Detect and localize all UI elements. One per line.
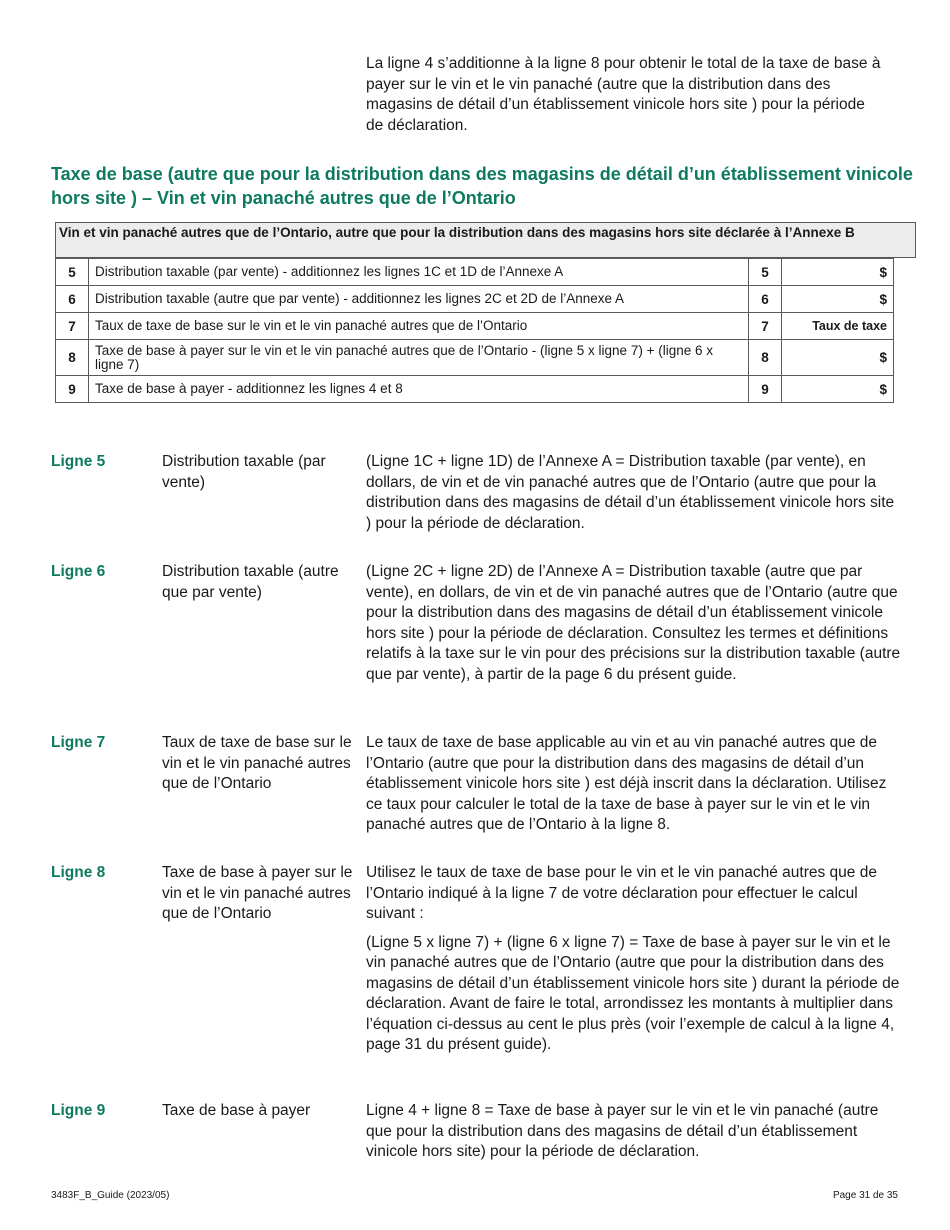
line-title: Taxe de base à payer xyxy=(162,1102,311,1119)
row-description: Taxe de base à payer - additionnez les lignes 4 et 8 xyxy=(89,376,749,403)
row-number-repeat: 5 xyxy=(749,259,782,286)
line-body xyxy=(366,863,901,1064)
tax-lines-table xyxy=(55,222,916,403)
row-number-repeat: 7 xyxy=(749,313,782,340)
line-label: Ligne 6 xyxy=(51,563,106,580)
amount-field[interactable]: $ xyxy=(782,340,894,376)
page-number: Page 31 de 35 xyxy=(832,1190,898,1201)
line-paragraph: Utilisez le taux de taxe de base pour le vin et le vin panaché autres que de l’Ontario indiqué à la ligne 7 de votre déclaration pour effectuer le calcul suivant : xyxy=(366,864,877,922)
line-title: Taxe de base à payer sur le vin et le vin panaché autres que de l’Ontario xyxy=(162,864,353,922)
line-paragraph: Le taux de taxe de base applicable au vin et au vin panaché autres que de l’Ontario (autre que pour la distribution dans des magasins de détail d’un établissement vinicole hors site ) est déjà inscrit dans la déclaration. Utilisez ce taux pour calculer le total de la taxe de base à payer sur le vin et le vin panaché autres que de l’Ontario à la ligne 8. xyxy=(366,734,887,833)
row-number-repeat: 9 xyxy=(749,376,782,403)
table-row-5 xyxy=(56,259,894,286)
form-id: 3483F_B_Guide (2023/05) xyxy=(51,1190,170,1201)
row-number: 5 xyxy=(56,259,89,286)
line-body xyxy=(366,452,901,542)
row-description: Distribution taxable (par vente) - additionnez les lignes 1C et 1D de l’Annexe A xyxy=(89,259,749,286)
row-number: 9 xyxy=(56,376,89,403)
row-number: 8 xyxy=(56,340,89,376)
line-paragraph: (Ligne 5 x ligne 7) + (ligne 6 x ligne 7) = Taxe de base à payer sur le vin et le vin panaché autres que de l’Ontario (autre que pour la distribution dans des magasins de détail d’un établissement vinicole hors site ) durant la période de déclaration. Avant de faire le total, arrondissez les montants à multiplier dans l’équation ci-dessus au cent le plus près (voir l’exemple de calcul à la ligne 4, page 31 du présent guide). xyxy=(366,933,900,1053)
line-label: Ligne 7 xyxy=(51,734,106,751)
line-paragraph: (Ligne 2C + ligne 2D) de l’Annexe A = Distribution taxable (autre que par vente), en dollars, de vin et de vin panaché autres que de l’Ontario (autre que pour la distribution dans des magasins de détail d’un établissement vinicole hors site ) pour la période de déclaration. Consultez les termes et définitions relatifs à la taxe sur le vin pour des précisions sur la distribution taxable (autre que par vente), à partir de la page 6 du présent guide. xyxy=(366,563,901,683)
table-row-6 xyxy=(56,286,894,313)
section-heading: Taxe de base (autre que pour la distribution dans des magasins de détail d’un établissement vinicole hors site ) – Vin et vin panaché autres que de l’Ontario xyxy=(51,164,913,208)
row-number: 7 xyxy=(56,313,89,340)
rate-field: Taux de taxe xyxy=(782,313,894,340)
line-title: Distribution taxable (par vente) xyxy=(162,453,326,491)
line-label: Ligne 8 xyxy=(51,864,106,881)
table-header: Vin et vin panaché autres que de l’Ontario, autre que pour la distribution dans des magasins hors site déclarée à l’Annexe B xyxy=(55,222,916,258)
line-body xyxy=(366,1101,901,1171)
line-paragraph: (Ligne 1C + ligne 1D) de l’Annexe A = Distribution taxable (par vente), en dollars, de vin et de vin panaché autres que de l’Ontario (autre que pour la distribution dans des magasins de détail d’un établissement vinicole hors site ) pour la période de déclaration. xyxy=(366,453,895,532)
row-number-repeat: 6 xyxy=(749,286,782,313)
line-title: Taux de taxe de base sur le vin et le vin panaché autres que de l’Ontario xyxy=(162,734,352,792)
table-row-9 xyxy=(56,376,894,403)
amount-field[interactable]: $ xyxy=(782,286,894,313)
line-title: Distribution taxable (autre que par vente) xyxy=(162,563,339,601)
intro-paragraph: La ligne 4 s’additionne à la ligne 8 pour obtenir le total de la taxe de base à payer sur le vin et le vin panaché (autre que la distribution dans des magasins de détail d’un établissement vinicole hors site ) pour la période de déclaration. xyxy=(366,55,881,134)
row-description: Taxe de base à payer sur le vin et le vin panaché autres que de l’Ontario - (ligne 5 x ligne 7) + (ligne 6 x ligne 7) xyxy=(89,340,749,376)
line-body xyxy=(366,733,901,844)
line-paragraph: Ligne 4 + ligne 8 = Taxe de base à payer sur le vin et le vin panaché (autre que pour la distribution dans des magasins de détail d’un établissement vinicole hors site) pour la période de déclaration. xyxy=(366,1102,879,1160)
line-body xyxy=(366,562,901,693)
line-label: Ligne 5 xyxy=(51,453,106,470)
line-label: Ligne 9 xyxy=(51,1102,106,1119)
row-number: 6 xyxy=(56,286,89,313)
amount-field[interactable]: $ xyxy=(782,259,894,286)
table-row-8 xyxy=(56,340,894,376)
row-description: Distribution taxable (autre que par vente) - additionnez les lignes 2C et 2D de l’Annexe A xyxy=(89,286,749,313)
table-row-7 xyxy=(56,313,894,340)
amount-field[interactable]: $ xyxy=(782,376,894,403)
row-number-repeat: 8 xyxy=(749,340,782,376)
row-description: Taux de taxe de base sur le vin et le vin panaché autres que de l’Ontario xyxy=(89,313,749,340)
